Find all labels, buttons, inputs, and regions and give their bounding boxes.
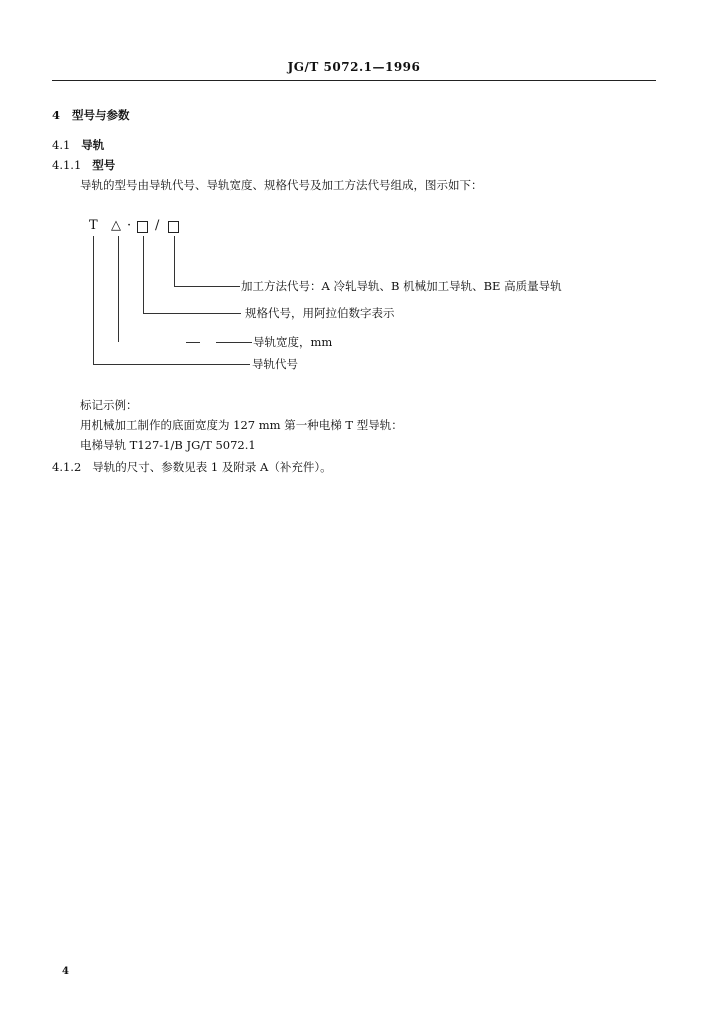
example-marking: 电梯导轨 T127-1/B JG/T 5072.1 (80, 438, 256, 452)
section-number: 4 (52, 108, 61, 122)
leader-code-horizontal (93, 364, 250, 365)
symbol-dot: · (127, 218, 132, 233)
symbol-triangle: △ (111, 218, 121, 233)
leader-code-vertical (93, 236, 94, 364)
leader-method-vertical (174, 236, 175, 286)
intro-paragraph: 导轨的型号由导轨代号、导轨宽度、规格代号及加工方法代号组成，图示如下： (80, 178, 483, 192)
section-heading (52, 108, 130, 122)
section-title: 型号与参数 (72, 108, 130, 122)
subsection-number: 4.1 (52, 138, 71, 152)
leader-width-dash-1 (186, 342, 200, 343)
subsection-heading (52, 138, 104, 152)
subsubsection-title: 型号 (92, 158, 116, 172)
leader-spec-vertical (143, 236, 144, 313)
label-processing-method: 加工方法代号：A 冷轧导轨、B 机械加工导轨、BE 高质量导轨 (241, 279, 562, 293)
label-spec-code: 规格代号，用阿拉伯数字表示 (245, 306, 395, 320)
subsection-4-1-2-text: 导轨的尺寸、参数见表 1 及附录 A（补充件）。 (92, 460, 332, 474)
label-rail-code: 导轨代号 (252, 357, 298, 371)
subsubsection-heading (52, 158, 115, 172)
example-heading: 标记示例： (80, 398, 138, 412)
label-rail-width: 导轨宽度，mm (253, 335, 333, 349)
subsection-title: 导轨 (81, 138, 105, 152)
leader-method-horizontal (174, 286, 240, 287)
subsection-4-1-2-number: 4.1.2 (52, 460, 82, 474)
symbol-t: T (89, 218, 98, 233)
method-box (168, 221, 179, 233)
header-rule (52, 80, 656, 81)
page-number: 4 (62, 966, 69, 977)
spec-box (137, 221, 148, 233)
example-description: 用机械加工制作的底面宽度为 127 mm 第一种电梯 T 型导轨： (80, 418, 403, 432)
leader-spec-horizontal (143, 313, 241, 314)
leader-width-vertical (118, 236, 119, 342)
leader-width-dash-2 (216, 342, 252, 343)
subsubsection-number: 4.1.1 (52, 158, 82, 172)
symbol-slash: / (155, 218, 160, 233)
page-header-code: JG/T 5072.1—1996 (287, 60, 421, 74)
subsection-4-1-2 (52, 460, 332, 474)
